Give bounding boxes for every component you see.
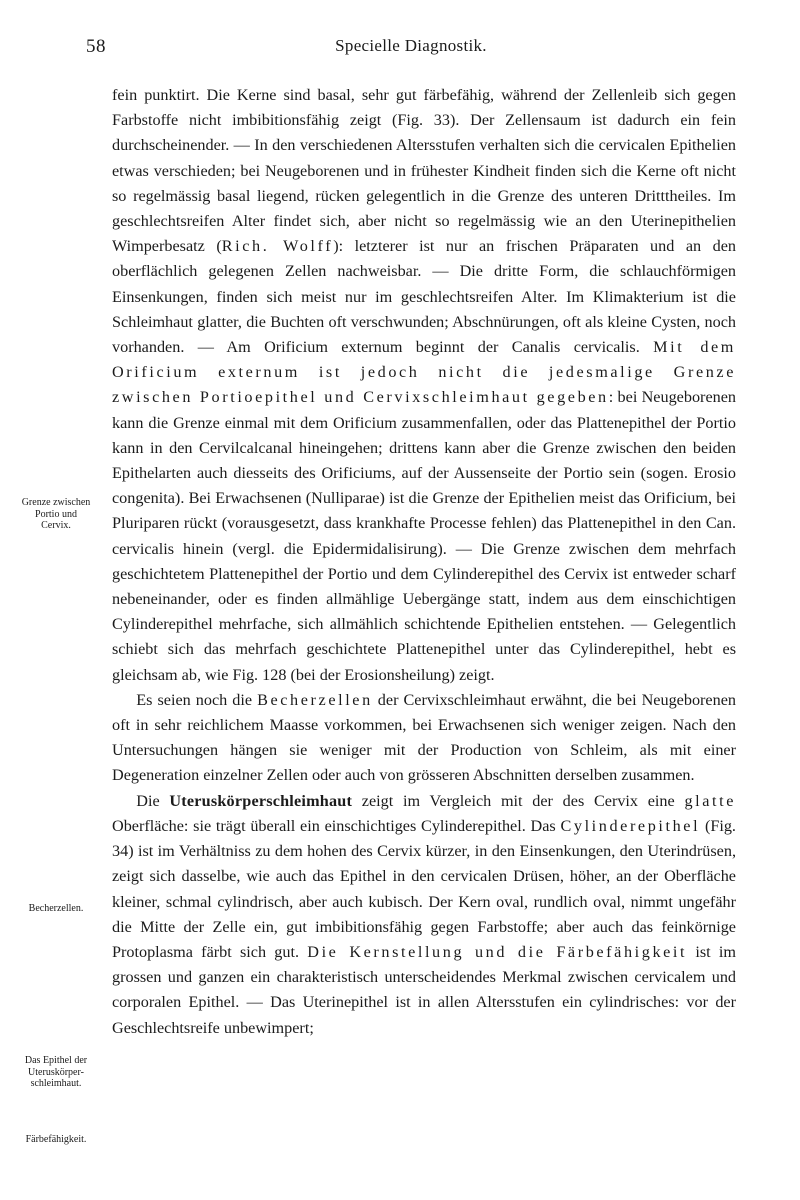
text-run: zeigt im Vergleich mit der des Cervix eine	[352, 791, 685, 810]
text-run: ist im grossen und ganzen ein charakteristisch unterscheidendes Merkmal zwischen cervicalem und corporalen Epithel. — Das Uterinepithel ist in allen Altersstufen ein cylindrisches: vor der Geschlechtsreife unbewimpert;	[112, 942, 737, 1037]
page-number: 58	[86, 36, 106, 57]
emphasized-text: Mit dem Orificium externum ist jedoch nicht die jedesmalige Grenze zwischen Portioepithel und Cervixschleimhaut gegeben	[112, 338, 736, 407]
text-run: : bei Neugeborenen kann die Grenze einmal mit dem Orificium zusammenfallen, oder das Plattenepithel der Portio kann in den Cervilcalcanal hineingehen; drittens kann aber die Grenze zwischen den beiden Epithelarten auch diesseits des Orificiums, auf der Aussenseite der Portio sein (sogen. Erosio congenita). Bei Erwachsenen (Nulliparae) ist die Grenze der Epithelien meist das Orificium, bei Pluriparen rückt (vorausgesetzt, dass krankhafte Processe fehlen) das Plattenepithel in den Can. cervicalis hinein (vergl. die Epidermidalisirung). — Die Grenze zwischen dem mehrfach geschichtetem Plattenepithel der Portio und dem Cylinderepithel des Cervix ist entweder scharf nebeneinander, oder es finden allmählige Uebergänge statt, indem aus dem einschichtigen Cylinderepithel mehrfache, sich allmählich schichtende Epithelien entstehen. — Gelegentlich schiebt sich das mehrfach geschichtete Plattenepithel unter das Cylinderepithel, hebt es gleichsam ab, wie Fig. 128 (bei der Erosionsheilung) zeigt.	[112, 388, 737, 684]
text-run: Die	[136, 791, 170, 810]
margin-note-line: Färbefähigkeit.	[25, 1134, 87, 1145]
section-heading: Uteruskörperschleimhaut	[169, 791, 353, 810]
running-title: Specielle Diagnostik.	[335, 36, 487, 55]
margin-note-becherzellen	[4, 903, 108, 915]
emphasized-text: Cylinderepithel	[560, 816, 701, 835]
text-run: Oberfläche: sie trägt überall ein einschichtiges Cylinderepithel. Das	[112, 816, 561, 835]
emphasized-text: Die Kernstellung und die Färbefähigkeit	[307, 942, 688, 961]
paragraph-3	[112, 789, 736, 1041]
margin-note-line: Cervix.	[41, 520, 71, 531]
margin-note-line: Portio und	[35, 508, 77, 520]
margin-note-faerbe	[4, 1134, 108, 1146]
paragraph-2	[112, 688, 736, 789]
page-header	[86, 36, 736, 60]
emphasized-text: Becherzellen	[257, 690, 373, 709]
margin-note-line: Uteruskörper-	[28, 1066, 84, 1078]
margin-note-line: Grenze zwischen	[21, 497, 91, 508]
text-run: fein punktirt. Die Kerne sind basal, sehr gut färbefähig, während der Zellenleib sich gegen Farbstoffe nicht imbibitionsfähig zeigt (Fig. 33). Der Zellensaum ist dadurch ein fein durchscheinender. — In den verschiedenen Altersstufen verhalten sich die cervicalen Epithelien etwas verschieden; bei Neugeborenen und in frühester Kindheit finden sich die Kerne oft nicht so regelmässig basal liegend, rücken gelegentlich in die Grenze des unteren Dritttheiles. Im geschlechtsreifen Alter findet sich, aber nicht so regelmässig wie an den Uterinepithelien Wimperbesatz (	[112, 86, 736, 256]
emphasized-text: glatte	[684, 791, 736, 810]
text-run: ): letzterer ist nur an frischen Präparaten und an den oberflächlich gelegenen Zellen nachweisbar. — Die dritte Form, die schlauchförmigen Einsenkungen, finden sich meist nur im geschlechtsreifen Alter. Im Klimakterium ist die Schleimhaut glatter, die Buchten oft verschwunden; Abschnürungen, oft als kleine Cysten, noch vorhanden. — Am Orificium externum beginnt der Canalis cervicalis.	[112, 237, 736, 357]
text-run: der Cervixschleimhaut erwähnt, die bei Neugeborenen oft in sehr reichlichem Maasse vorkommen, bei Erwachsenen sich weniger zeigen. Nach den Untersuchungen hängen sie weniger mit der Production von Schleim, als mit einer Degeneration einzelner Zellen oder auch von grösseren Abschnitten derselben zusammen.	[112, 690, 736, 785]
margin-note-line: schleimhaut.	[30, 1078, 82, 1089]
margin-note-line: Becherzellen.	[28, 903, 84, 914]
paragraph-1	[112, 83, 736, 688]
text-run: Es seien noch die	[136, 690, 258, 709]
author-name: Rich. Wolff	[221, 237, 334, 256]
margin-note-grenze	[4, 497, 108, 532]
margin-note-line: Das Epithel der	[24, 1055, 88, 1066]
margin-note-epithel	[4, 1055, 108, 1090]
text-run: (Fig. 34) ist im Verhältniss zu dem hohen des Cervix kürzer, in den Einsenkungen, den Uterindrüsen, zeigt sich dasselbe, wie auch das Epithel in den cervicalen Drüsen, höher, an der Oberfläche kleiner, schmal cylindrisch, aber auch kubisch. Der Kern oval, rundlich oval, nimmt ungefähr die Mitte der Zelle ein, gut imbibitionsfähig gegen Farbstoffe; aber auch das feinkörnige Protoplasma färbt sich gut.	[112, 816, 736, 961]
body-text	[112, 83, 736, 1041]
